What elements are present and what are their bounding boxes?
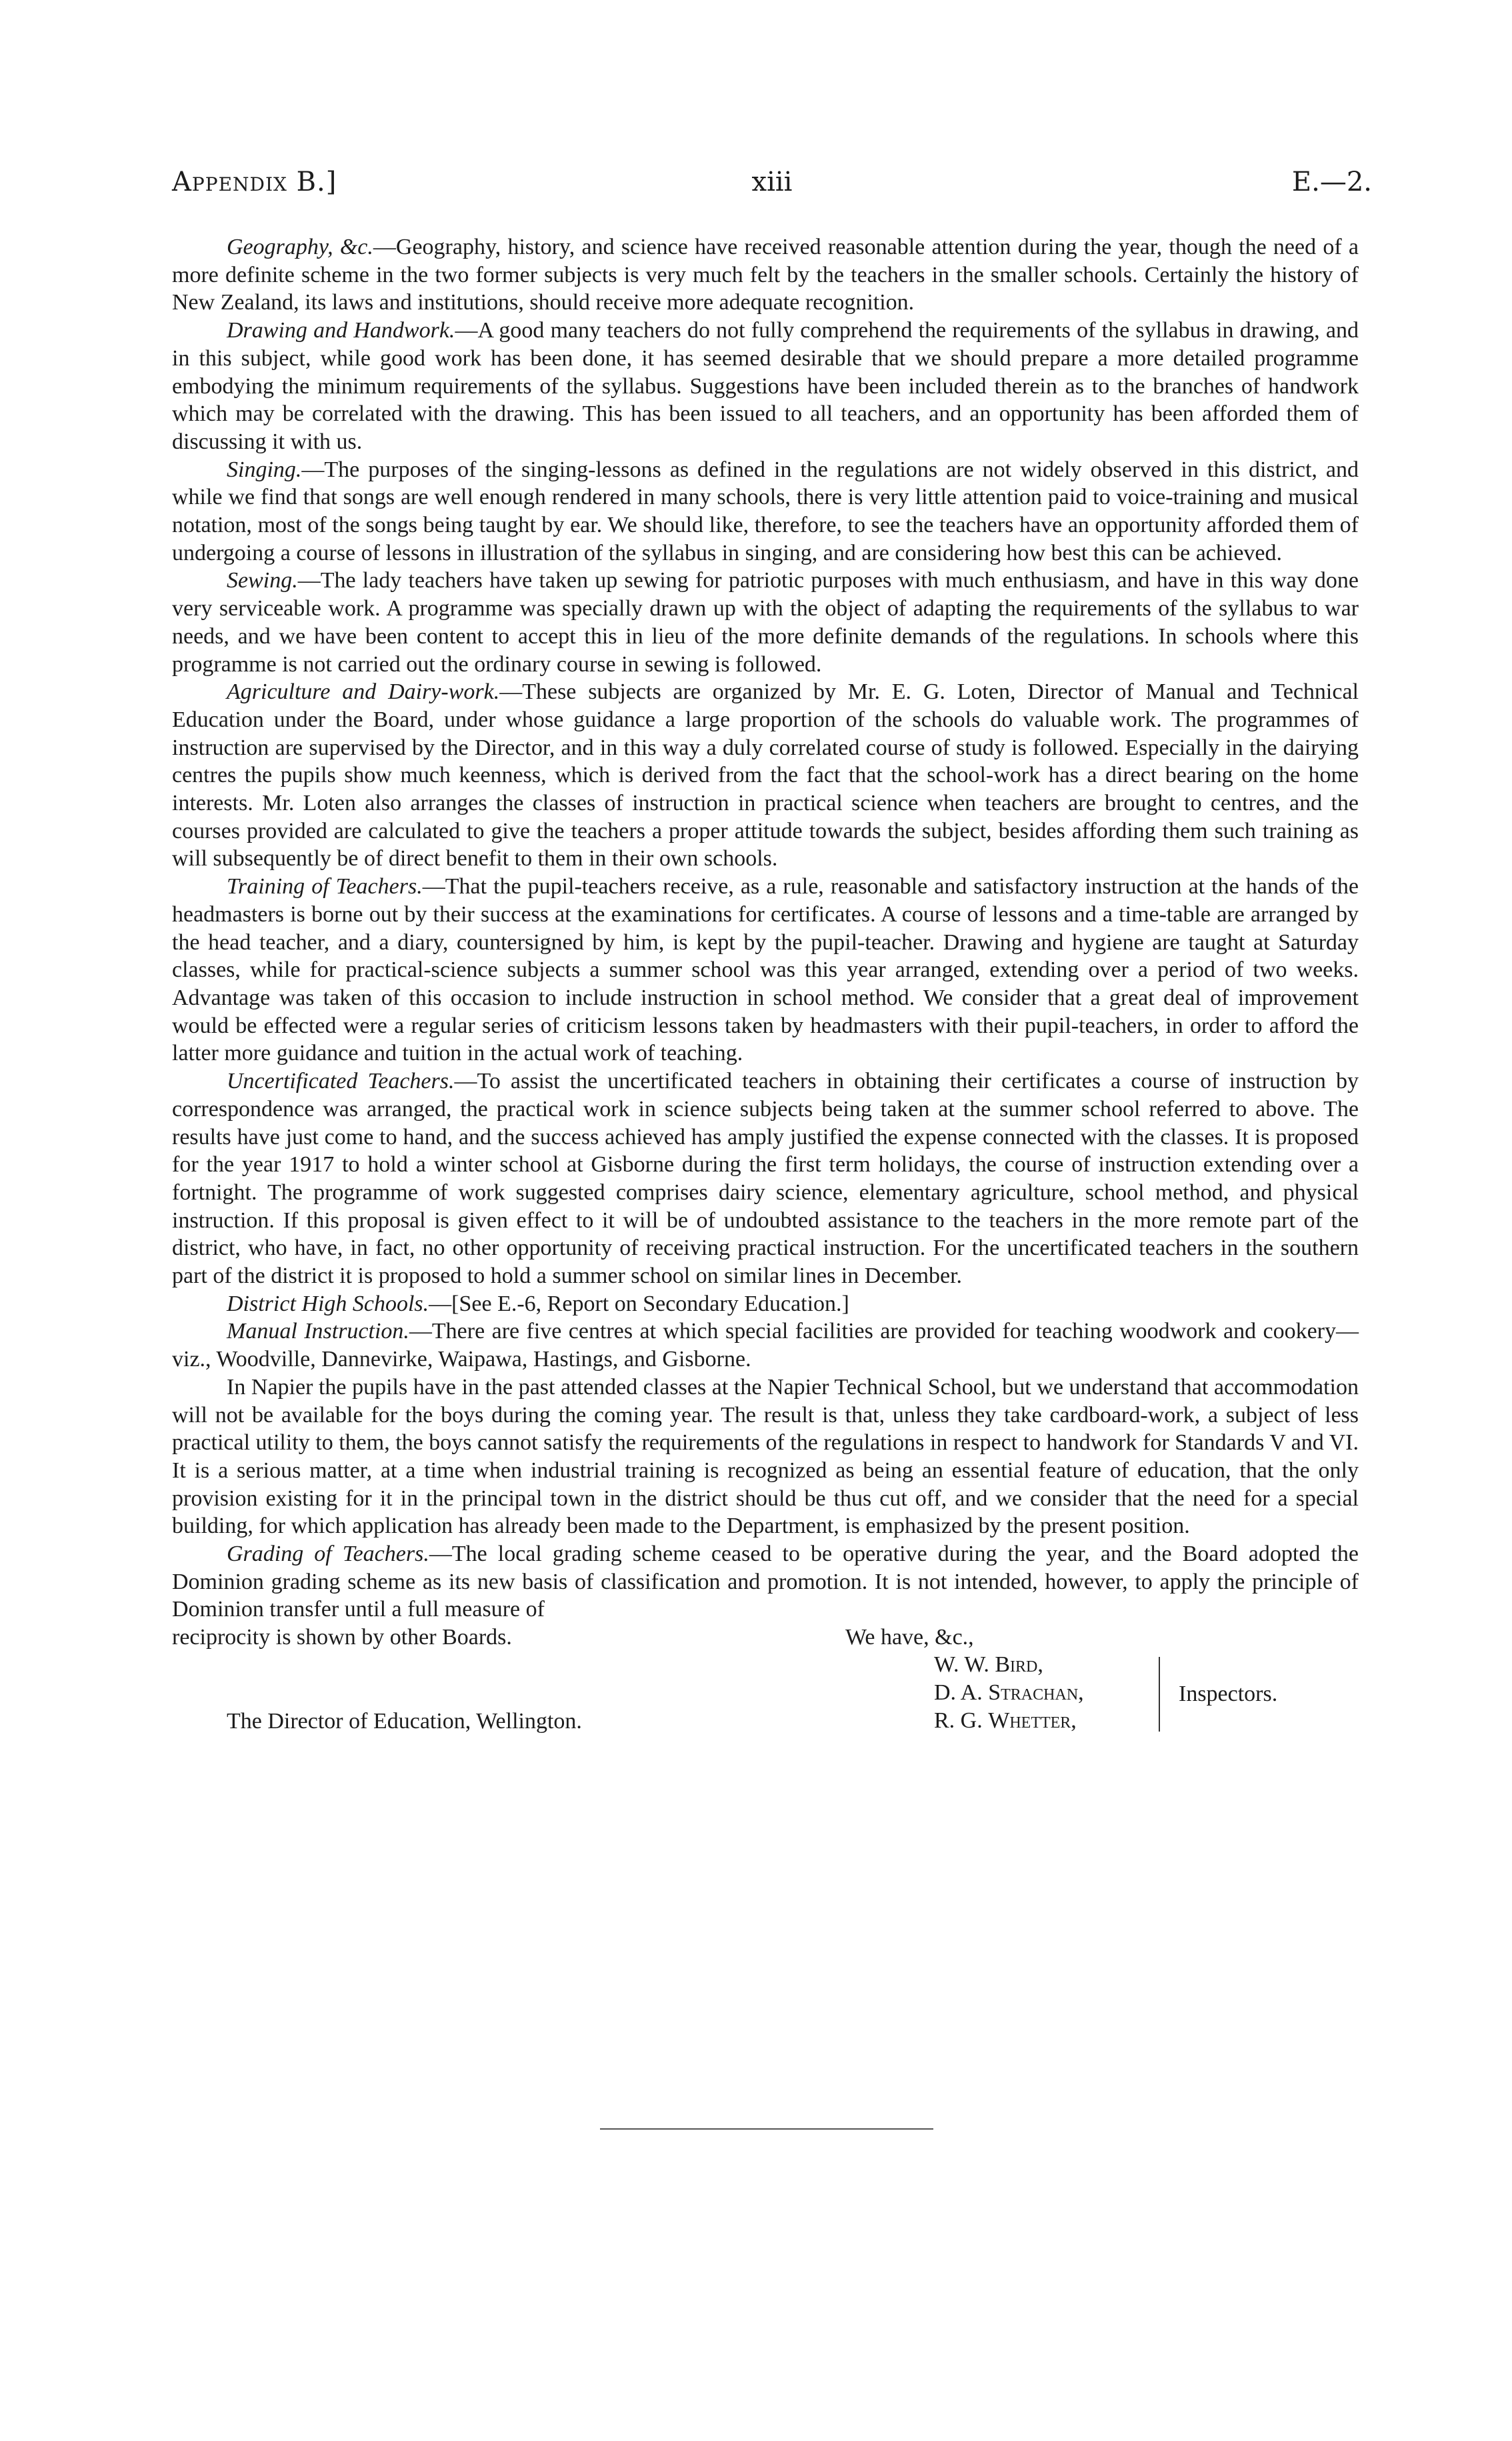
paragraph-title: Grading of Teachers. [227, 1542, 429, 1567]
signatory-initials: W. W. [934, 1652, 989, 1678]
paragraph-sep: — [499, 679, 523, 705]
document-code: E.—2. [1291, 167, 1372, 197]
signatory-surname: Bird, [995, 1652, 1043, 1678]
paragraph-title: Geography, &c. [227, 235, 373, 259]
paragraph-sewing [172, 567, 1359, 678]
paragraph-sep: — [429, 1542, 452, 1567]
paragraph-text: The local grading scheme ceased to be operative during the year, and the Board adopted the Dominion grading scheme as its new basis of classification and promotion. It is not intended, however, to apply the principle of Dominion transfer until a full measure of [172, 1542, 1359, 1622]
signatory-initials: R. G. [934, 1708, 983, 1733]
paragraph-sep: — [422, 874, 445, 899]
paragraph-sep: — [429, 1291, 452, 1316]
paragraph-title: Training of Teachers. [227, 874, 423, 899]
paragraph-singing [172, 456, 1359, 567]
paragraph-drawing [172, 317, 1359, 456]
salutation: We have, &c., [845, 1625, 974, 1650]
signatory-surname: Strachan, [988, 1680, 1084, 1705]
paragraph-text: These subjects are organized by Mr. E. G. Loten, Director of Manual and Technical Education under the Board, under whose guidance a large proportion of the schools do valuable work. The programmes of instruction are supervised by the Director, and in this way a duly correlated course of study is followed. Especially in the dairying centres the pupils show much keenness, which is derived from the fact that the school-work has a direct bearing on the home interests. Mr. Loten also arranges the classes of instruction in practical science when teachers are brought to centres, and the courses provided are calculated to give the teachers a proper attitude towards the subject, besides affording them such training as will subsequently be of direct benefit to them in their own schools. [172, 679, 1359, 871]
paragraph-uncertificated [172, 1067, 1359, 1290]
paragraph-title: Sewing. [227, 568, 298, 593]
page-number: xiii [751, 167, 793, 197]
closing-block [172, 1624, 1359, 1737]
closing-last-line: reciprocity is shown by other Boards. [172, 1625, 512, 1650]
signatories [934, 1651, 1084, 1734]
addressee: The Director of Education, Wellington. [227, 1709, 582, 1734]
signatory-surname: Whetter, [988, 1708, 1077, 1733]
paragraph-training [172, 873, 1359, 1067]
paragraph-text: A good many teachers do not fully comprehend the requirements of the syllabus in drawing, and in this subject, while good work has been done, it has seemed desirable that we should prepare a more detailed programme embodying the minimum requirements of the syllabus. Suggestions have been included therein as to the branches of handwork which may be correlated with the drawing. This has been issued to all teachers, and an opportunity has been afforded them of discussing it with us. [172, 318, 1359, 454]
paragraph-agriculture [172, 678, 1359, 873]
paragraph-district-high-schools [172, 1290, 1359, 1318]
paragraph-geography [172, 233, 1359, 317]
paragraph-text: The lady teachers have taken up sewing for patriotic purposes with much enthusiasm, and have in this way done very serviceable work. A programme was specially drawn up with the object of adapting the requirements of the syllabus to war needs, and we have been content to accept this in lieu of the more definite demands of the regulations. In schools where this programme is not carried out the ordinary course in sewing is followed. [172, 568, 1359, 677]
paragraph-title: Drawing and Handwork. [227, 318, 455, 343]
paragraph-sep: — [455, 318, 478, 343]
paragraph-text: There are five centres at which special facilities are provided for teaching woodwork and cookery—viz., Woodville, Dannevirke, Waipawa, Hastings, and Gisborne. [172, 1319, 1359, 1372]
paragraph-sep: — [409, 1319, 432, 1344]
report-body [172, 233, 1359, 1737]
paragraph-sep: — [297, 568, 321, 593]
paragraph-grading [172, 1540, 1359, 1624]
paragraph-text: That the pupil-teachers receive, as a rule, reasonable and satisfactory instruction at the hands of the headmasters is borne out by their success at the examinations for certificates. A course of lessons and a time-table are arranged by the head teacher, and a diary, countersigned by him, is kept by the pupil-teacher. Drawing and hygiene are taught at Saturday classes, while for practical-science subjects a summer school was this year arranged, extending over a period of two weeks. Advantage was taken of this occasion to include instruction in school method. We consider that a great deal of improvement would be effected were a regular series of criticism lessons taken by headmasters with their pupil-teachers, in order to afford the latter more guidance and tuition in the actual work of teaching. [172, 874, 1359, 1066]
paragraph-manual-instruction [172, 1318, 1359, 1373]
paragraph-text: Geography, history, and science have received reasonable attention during the year, though the need of a more definite scheme in the two former subjects is very much felt by the teachers in the smaller schools. Certainly the history of New Zealand, its laws and institutions, should receive more adequate recognition. [172, 235, 1359, 315]
signatory [934, 1707, 1084, 1735]
paragraph-text: [See E.-6, Report on Secondary Education.] [451, 1291, 849, 1316]
paragraph-text: To assist the uncertificated teachers in obtaining their certificates a course of instruction by correspondence was arranged, the practical work in science subjects being taken at the summer school referred to above. The results have just come to hand, and the success achieved has amply justified the expense connected with the classes. It is proposed for the year 1917 to hold a winter school at Gisborne during the first term holidays, the course of instruction extending over a fortnight. The programme of work suggested comprises dairy science, elementary agriculture, school method, and physical instruction. If this proposal is given effect to it will be of undoubted assistance to the teachers in the more remote part of the district, who have, in fact, no other opportunity of receiving practical instruction. For the uncertificated teachers in the southern part of the district it is proposed to hold a summer school on similar lines in December. [172, 1069, 1359, 1289]
page-header [172, 167, 1372, 213]
paragraph-text: The purposes of the singing-lessons as defined in the regulations are not widely observed in this district, and while we find that songs are well enough rendered in many schools, there is very little attention paid to voice-training and musical notation, most of the songs being taught by ear. We should like, therefore, to see the teachers have an opportunity afforded them of undergoing a course of lessons in illustration of the syllabus in singing, and are considering how best this can be achieved. [172, 457, 1359, 565]
signatory-initials: D. A. [934, 1680, 983, 1705]
paragraph-sep: — [373, 235, 396, 259]
appendix-label: Appendix B.] [172, 167, 337, 197]
signatory-role: Inspectors. [1179, 1682, 1278, 1707]
paragraph-title: District High Schools. [227, 1291, 429, 1316]
paragraph-title: Agriculture and Dairy-work. [227, 679, 500, 705]
paragraph-text: In Napier the pupils have in the past attended classes at the Napier Technical School, but we understand that accommodation will not be available for the boys during the coming year. The result is that, unless they take cardboard-work, a subject of less practical utility to them, the boys cannot satisfy the requirements of the regulations in respect to handwork for Standards V and VI. It is a serious matter, at a time when industrial training is recognized as being an essential feature of education, that the only provision existing for it in the principal town in the district should be thus cut off, and we consider that the need for a special building, for which application has already been made to the Department, is emphasized by the present position. [172, 1374, 1359, 1539]
paragraph-napier [172, 1374, 1359, 1540]
signatory [934, 1679, 1084, 1707]
signatory [934, 1651, 1084, 1679]
paragraph-sep: — [301, 457, 325, 482]
paragraph-title: Singing. [227, 457, 302, 482]
paragraph-title: Uncertificated Teachers. [227, 1069, 455, 1094]
paragraph-title: Manual Instruction. [227, 1319, 409, 1344]
signatory-brace [1159, 1657, 1167, 1732]
end-rule [600, 2128, 933, 2130]
paragraph-sep: — [454, 1069, 477, 1094]
